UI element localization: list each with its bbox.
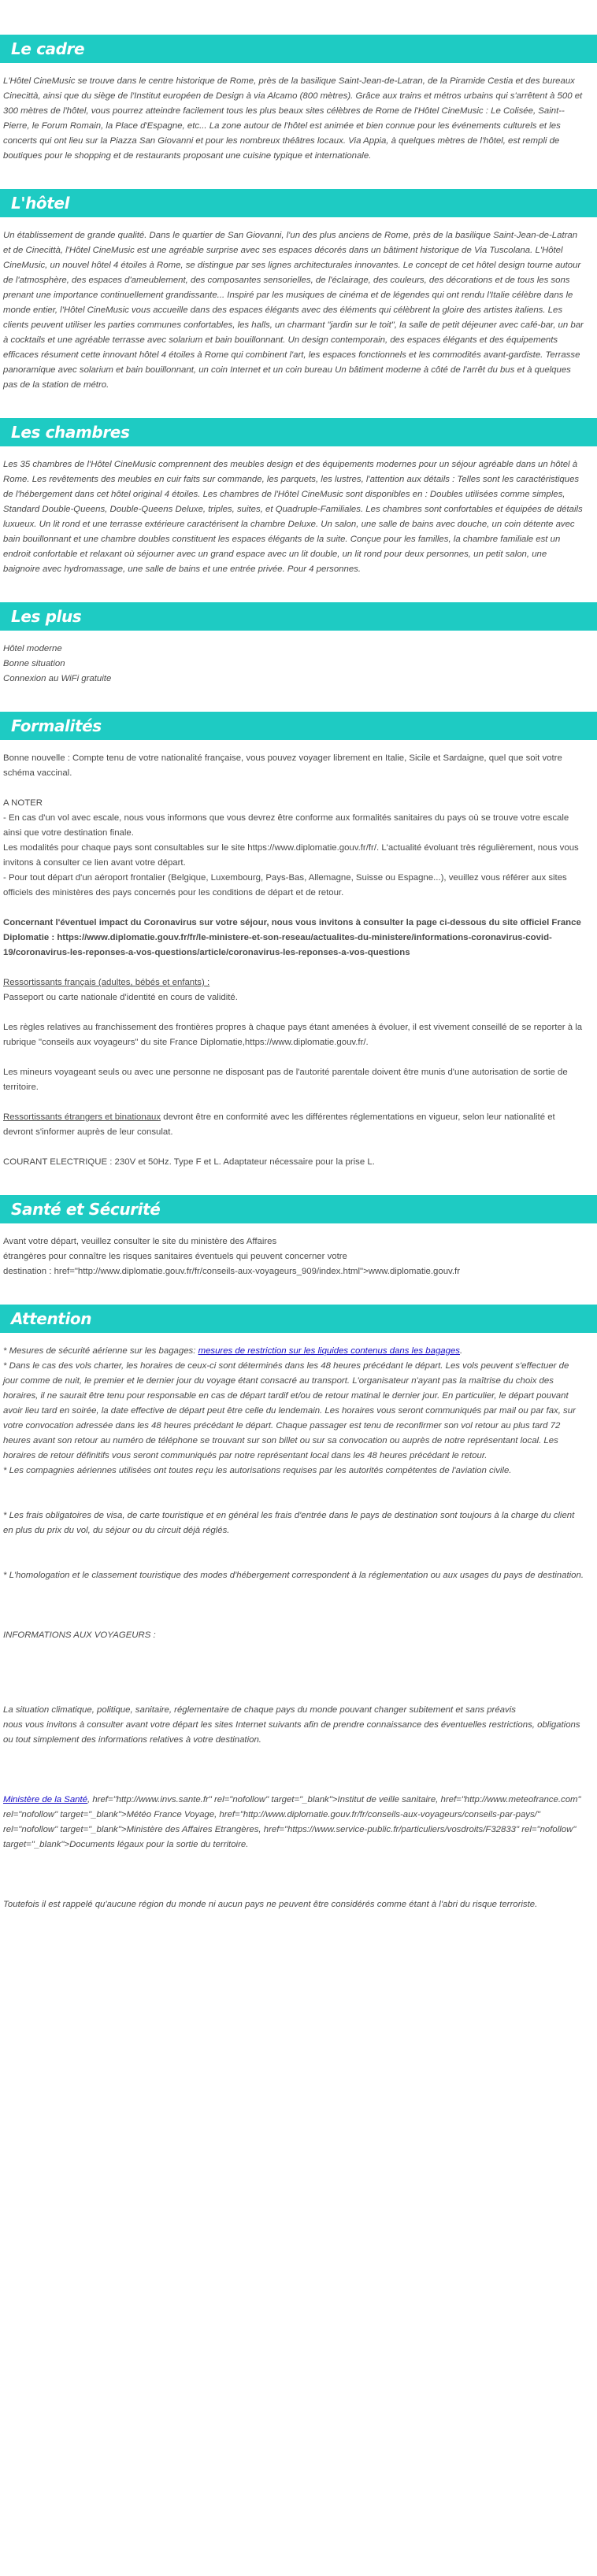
hotel-text: Un établissement de grande qualité. Dans le quartier de San Giovanni, l'un des plus anciens de Rome, près de la basilique Saint-Jean-de-Latran et de Cinecittà, l'Hôtel CineMusic est une agréable surprise avec ses espaces décorés dans un bâtiment historique de Via Tuscolana. L'Hôtel CineMusic, un nouvel hôtel 4 étoiles à Rome, se distingue par ses lignes architecturales innovantes. Le concept de cet hôtel design tourne autour de l'atmosphère, des espaces d'ameublement, des composantes sensorielles, de l'éclairage, des couleurs, des décorations et de tous les sons prenant une importance continuellement grandissante... Inspiré par les musiques de cinéma et de légendes qui ont rendu l'Italie célèbre dans le monde entier, l'Hôtel CineMusic vous accueille dans des espaces élégants avec des éléments qui célèbrent la gloire des artistes italiens. Les clients peuvent utiliser les parties communes confortables, les halls, un charmant "jardin sur le toit", la salle de petit déjeuner avec café-bar, un bar à cocktails et une agréable terrasse avec solarium et bain bouillonnant. Un design contemporain, des espaces élégants et des équipements efficaces résument cette innovant hôtel 4 étoiles à Rome qui combinent l'art, les espaces fonctionnels et les commodités avant-gardiste. Terrasse panoramique avec solarium et bain bouillonnant, un coin Internet et un coin bureau Un bâtiment moderne à côté de l'arrêt du bus et à quelques pas de la station de métro. bbox=[3, 231, 584, 390]
section-header-attention bbox=[0, 1305, 597, 1333]
section-title-hotel: L'hôtel bbox=[11, 193, 70, 213]
ministere-sante-link[interactable]: Ministère de la Santé bbox=[3, 1795, 88, 1804]
section-header-plus bbox=[0, 602, 597, 631]
list-item: Bonne situation bbox=[3, 659, 65, 668]
section-sante bbox=[0, 1195, 597, 1279]
attention-airlines: * Les compagnies aériennes utilisées ont toutes reçu les autorisations requises par les autorités compétentes de l'aviation civile. bbox=[3, 1466, 512, 1475]
section-formalites bbox=[0, 712, 597, 1170]
cadre-text: L'Hôtel CineMusic se trouve dans le centre historique de Rome, près de la basilique Saint-Jean-de-Latran, de la Piramide Cestia et des bureaux Cinecittà, ainsi que du siège de l'Institut européen de Design à via Alcamo (800 mètres). Grâce aux trains et métros urbains qui s'arrêtent à 500 et 300 mètres de l'hôtel, vous pourrez atteindre facilement tous les plus beaux sites célèbres de Rome de l'Hôtel CineMusic : Le Colisée, Saint--Pierre, le Forum Romain, la Place d'Espagne, etc... La zone autour de l'hôtel est animée et bien connue pour les événements culturels et les concerts qui ont lieu sur la Piazza San Giovanni et pour les nombreux théâtres locaux. Via Appia, à quelques mètres de l'hôtel, est rempli de boutiques pour le shopping et de restaurants proposant une cuisine typique et internationale. bbox=[3, 76, 583, 161]
attention-terror: Toutefois il est rappelé qu'aucune région du monde ni aucun pays ne peuvent être considérés comme étant à l'abri du risque terroriste. bbox=[3, 1900, 538, 1909]
section-plus bbox=[0, 602, 597, 687]
list-item: Hôtel moderne bbox=[3, 644, 62, 653]
section-attention bbox=[0, 1305, 597, 1912]
attention-info-label: INFORMATIONS AUX VOYAGEURS : bbox=[3, 1630, 156, 1640]
sante-line-2: étrangères pour connaître les risques sanitaires éventuels qui peuvent concerner votre bbox=[3, 1252, 347, 1261]
formalites-covid: Concernant l'éventuel impact du Coronavirus sur votre séjour, nous vous invitons à consulter la page ci-dessous du site officiel France Diplomatie : https://www.diplomatie.gouv.fr/fr/le-ministere-et-son-reseau/actualites-du-ministere/informations-coronavirus-covid-19/coronavirus-les-reponses-a-vos-questions/article/coronavirus-les-reponses-a-vos-questions bbox=[3, 918, 581, 957]
attention-links bbox=[3, 1793, 586, 1852]
formalites-note-1: - En cas d'un vol avec escale, nous vous informons que vous devrez être conforme aux formalités sanitaires du pays où se trouve votre escale ainsi que votre destination finale. bbox=[3, 813, 569, 838]
formalites-note-label: A NOTER bbox=[3, 798, 43, 808]
liquids-restriction-link[interactable]: mesures de restriction sur les liquides contenus dans les bagages bbox=[198, 1346, 460, 1356]
attention-bag-suffix: . bbox=[460, 1346, 463, 1356]
section-hotel bbox=[0, 189, 597, 393]
section-title-formalites: Formalités bbox=[11, 716, 102, 735]
section-title-cadre: Le cadre bbox=[11, 39, 85, 58]
section-header-formalites bbox=[0, 712, 597, 740]
section-header-cadre bbox=[0, 35, 597, 63]
section-header-sante bbox=[0, 1195, 597, 1223]
formalites-rules: Les règles relatives au franchissement des frontières propres à chaque pays étant amenées à évoluer, il est vivement conseillé de se reporter à la rubrique "conseils aux voyageurs" du site France Diplomatie,https://www.diplomatie.gouv.fr/. bbox=[3, 1023, 583, 1047]
section-title-chambres: Les chambres bbox=[11, 422, 130, 442]
attention-situation-1: La situation climatique, politique, sanitaire, réglementaire de chaque pays du monde pouvant changer subitement et sans préavis bbox=[3, 1705, 516, 1715]
formalites-fr-label: Ressortissants français (adultes, bébés et enfants) : bbox=[3, 978, 210, 987]
formalites-minors: Les mineurs voyageant seuls ou avec une personne ne disposant pas de l'autorité parentale doivent être munis d'une autorisation de sortie de territoire. bbox=[3, 1068, 568, 1092]
attention-bag bbox=[3, 1344, 586, 1359]
chambres-text: Les 35 chambres de l'Hôtel CineMusic comprennent des meubles design et des équipements modernes pour un séjour agréable dans un hôtel à Rome. Les revêtements des meubles en cuir faits sur commande, les parquets, les lustres, l'attention aux détails : Telles sont les caractéristiques de l'hébergement dans cet hôtel original 4 étoiles. Les chambres de l'Hôtel CineMusic sont disponibles en : Doubles utilisées comme simples, Standard Double-Queens, Double-Queens Deluxe, triples, suites, et Quadruple-Familiales. Les chambres sont confortables et équipées de détails luxueux. Un lit rond et une terrasse extérieure caractérisent la chambre Deluxe. Un salon, une salle de bains avec douche, un coin détente avec bain bouillonnant et une chambre doubles constituent les espaces élégants de la suite. Conçue pour les familles, la chambre familiale est un endroit confortable et relaxant où séjourner avec un grand espace avec un lit double, un lit rond pour deux personnes, un petit salon, une baignoire avec hydromassage, une salle de bains et une entrée privée. Pour 4 personnes. bbox=[3, 460, 583, 574]
section-title-attention: Attention bbox=[11, 1308, 92, 1328]
section-header-hotel bbox=[0, 189, 597, 217]
attention-fees: * Les frais obligatoires de visa, de carte touristique et en général les frais d'entrée dans le pays de destination sont toujours à la charge du client en plus du prix du vol, du séjour ou du circuit déjà réglés. bbox=[3, 1511, 575, 1535]
sante-line-3: destination : href="http://www.diplomatie.gouv.fr/fr/conseils-aux-voyageurs_909/index.html">www.diplomatie.gouv.fr bbox=[3, 1267, 461, 1276]
formalites-intro: Bonne nouvelle : Compte tenu de votre nationalité française, vous pouvez voyager librement en Italie, Sicile et Sardaigne, quel que soit votre schéma vaccinal. bbox=[3, 753, 562, 778]
section-header-chambres bbox=[0, 418, 597, 446]
attention-charter: * Dans le cas des vols charter, les horaires de ceux-ci sont déterminés dans les 48 heures précédant le départ. Les vols peuvent s'effectuer de jour comme de nuit, le premier et le dernier jour du voyage étant consacré au transport. L'organisateur n'ayant pas la maîtrise du choix des horaires, il ne saurait être tenu pour responsable en cas de départ tardif et/ou de retour matinal le dernier jour. En particulier, le départ pouvant avoir lieu tard en soirée, la date effective de départ peut être celle du lendemain. Les horaires vous seront communiqués par mail ou par fax, sur votre convocation adressée dans les 48 heures précédant le départ. Chaque passager est tenu de reconfirmer son vol retour au plus tard 72 heures avant son retour au numéro de téléphone se trouvant sur son billet ou sur sa convocation ou auprès de notre représentant local. Les horaires de retour définitifs vous seront communiqués par notre représentant local dans les 48 heures précédant le retour. bbox=[3, 1361, 576, 1460]
formalites-foreign-text: devront être en conformité avec les différentes réglementations en vigueur, selon leur nationalité et devront s'informer auprès de leur consulat. bbox=[3, 1112, 555, 1137]
list-item: Connexion au WiFi gratuite bbox=[3, 674, 112, 683]
formalites-foreign-label: Ressortissants étrangers et binationaux bbox=[3, 1112, 161, 1122]
formalites-note-2: Les modalités pour chaque pays sont consultables sur le site https://www.diplomatie.gouv.fr/fr/. L'actualité évoluant très régulièrement, nous vous invitons à consulter ce lien avant votre départ. bbox=[3, 843, 579, 868]
attention-homolog: * L'homologation et le classement touristique des modes d'hébergement correspondent à la réglementation ou aux usages du pays de destination. bbox=[3, 1571, 584, 1580]
section-title-sante: Santé et Sécurité bbox=[11, 1199, 161, 1219]
section-chambres bbox=[0, 418, 597, 577]
attention-bag-prefix: * Mesures de sécurité aérienne sur les bagages: bbox=[3, 1346, 198, 1356]
formalites-foreign bbox=[3, 1110, 586, 1140]
sante-line-1: Avant votre départ, veuillez consulter le site du ministère des Affaires bbox=[3, 1237, 277, 1246]
attention-situation-2: nous vous invitons à consulter avant votre départ les sites Internet suivants afin de prendre connaissance des éventuelles restrictions, obligations ou tout simplement des informations relatives à votre destination. bbox=[3, 1720, 580, 1745]
section-title-plus: Les plus bbox=[11, 606, 82, 626]
formalites-note-3: - Pour tout départ d'un aéroport frontalier (Belgique, Luxembourg, Pays-Bas, Allemagne, Suisse ou Espagne...), veuillez vous référer aux sites officiels des ministères des pays concernés pour les conditions de départ et de retour. bbox=[3, 873, 567, 898]
section-cadre bbox=[0, 35, 597, 164]
formalites-electric: COURANT ELECTRIQUE : 230V et 50Hz. Type F et L. Adaptateur nécessaire pour la prise L. bbox=[3, 1157, 375, 1167]
formalites-fr-text: Passeport ou carte nationale d'identité en cours de validité. bbox=[3, 993, 238, 1002]
attention-links-text: , href="http://www.invs.sante.fr" rel="nofollow" target="_blank">Institut de veille sanitaire, href="http://www.meteofrance.com" rel="nofollow" target="_blank">Météo France Voyage, href="http://www.diplomatie.gouv.fr/fr/conseils-aux-voyageurs/conseils-par-pays/" rel="nofollow" target="_blank">Ministère des Affaires Etrangères, href="https://www.service-public.fr/particuliers/vosdroits/F32833" rel="nofollow" target="_blank">Documents légaux pour la sortie du territoire. bbox=[3, 1795, 581, 1849]
